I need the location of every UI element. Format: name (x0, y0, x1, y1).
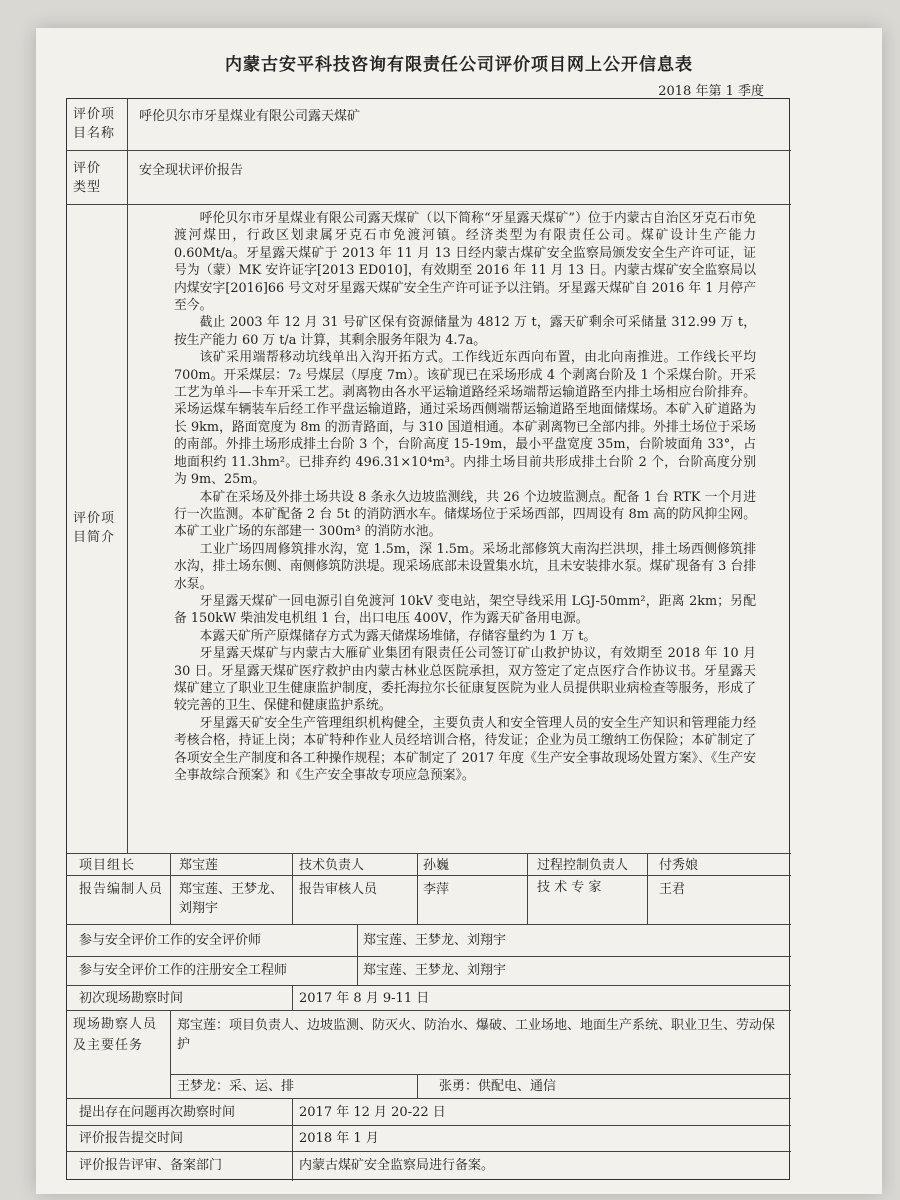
expert-value: 王君 (659, 882, 686, 897)
document-title: 内蒙古安平科技咨询有限责任公司评价项目网上公开信息表 (225, 55, 693, 75)
intro-paragraph: 呼伦贝尔市牙星煤业有限公司露天煤矿（以下简称“牙星露天煤矿”）位于内蒙古自治区牙克石市免渡河煤田，行政区划隶属牙克石市免渡河镇。经济类型为有限责任公司。煤矿设计生产能力 0.60Mt/a。牙星露天煤矿于 2013 年 11 月 13 日经内蒙古煤矿安全监察局颁发安全生产许可证，证号为（蒙）MK 安许证字[2013 ED010]，有效期至 2016 年 11 月 13 日。内蒙古煤矿安全监察局以内煤安字[2016]66 号文对牙星露天煤矿安全生产许可证予以注销。牙星露天煤矿自 2016 年 1 月停产至今。 (174, 211, 756, 314)
process-control-value: 付秀娘 (659, 858, 699, 873)
safety-evaluator-value: 郑宝莲、王梦龙、刘翔宇 (363, 933, 507, 948)
quarter-label: 2018 年第 1 季度 (658, 84, 764, 99)
report-writer-label: 报告编制人员 (79, 882, 164, 897)
intro-paragraph: 本矿在采场及外排土场共设 8 条永久边坡监测线，共 26 个边坡监测点。配备 1 台 RTK 一个月进行一次监测。本矿配备 2 台 5t 的消防洒水车。储煤场位于采场西部，四周设有 8m 高的防风抑尘网。本矿工业广场的东部建一 300m³ 的消防水池。 (174, 489, 756, 540)
document-page (36, 28, 882, 1194)
resurvey-value: 2017 年 12 月 20-22 日 (299, 1105, 446, 1120)
process-control-label: 过程控制负责人 (537, 858, 629, 873)
submit-time-label: 评价报告提交时间 (79, 1131, 184, 1146)
tech-lead-label: 技术负责人 (299, 858, 365, 873)
report-reviewer-value: 李萍 (423, 882, 450, 897)
project-name-label: 评价项目名称 (73, 107, 116, 141)
first-survey-label: 初次现场勘察时间 (79, 991, 184, 1006)
safety-engineer-value: 郑宝莲、王梦龙、刘翔宇 (363, 963, 507, 978)
survey-staff-label: 现场勘察人员及主要任务 (73, 1017, 158, 1053)
project-name-value: 呼伦贝尔市牙星煤业有限公司露天煤矿 (139, 109, 361, 124)
filing-department-value: 内蒙古煤矿安全监察局进行备案。 (299, 1158, 495, 1173)
report-reviewer-label: 报告审核人员 (299, 882, 378, 897)
resurvey-label: 提出存在问题再次勘察时间 (79, 1105, 236, 1120)
safety-evaluator-label: 参与安全评价工作的安全评价师 (79, 933, 262, 948)
report-writer-value: 郑宝莲、王梦龙、刘翔宇 (179, 882, 284, 916)
submit-time-value: 2018 年 1 月 (299, 1131, 379, 1146)
leader-value: 郑宝莲 (179, 858, 219, 873)
tech-lead-value: 孙巍 (423, 858, 450, 873)
intro-paragraph: 工业广场四周修筑排水沟，宽 1.5m，深 1.5m。采场北部修筑大南沟拦洪坝，排土场西侧修筑排水沟，排土场东侧、南侧修筑防洪堤。现采场底部未设置集水坑，且未安装排水泵。煤矿现备有 3 台排水泵。 (174, 541, 756, 592)
intro-paragraph: 截止 2003 年 12 月 31 号矿区保有资源储量为 4812 万 t，露天矿剩余可采储量 312.99 万 t，按生产能力 60 万 t/a 计算，其剩余服务年限为 4.7a。 (174, 315, 756, 348)
expert-label: 技 术 专 家 (537, 880, 602, 895)
filing-department-label: 评价报告评审、备案部门 (79, 1158, 223, 1173)
survey-task-zhang: 张勇：供配电、通信 (439, 1079, 557, 1094)
intro-paragraph: 牙星露天煤矿一回电源引自免渡河 10kV 变电站，架空导线采用 LGJ-50mm²，距离 2km；另配备 150kW 柴油发电机组 1 台，出口电压 400V，作为露天矿备用电源。 (174, 593, 756, 627)
project-intro-text (174, 210, 756, 784)
intro-paragraph: 本露天矿所产原煤储存方式为露天储煤场堆储，存储容量约为 1 万 t。 (199, 628, 597, 644)
survey-task-wang: 王梦龙：采、运、排 (177, 1079, 295, 1094)
intro-paragraph: 牙星露天煤矿与内蒙古大雁矿业集团有限责任公司签订矿山救护协议，有效期至 2018 年 10 月 30 日。牙星露天煤矿医疗救护由内蒙古林业总医院承担，双方签定了定点医疗合作协议书。牙星露天煤矿建立了职业卫生健康监护制度，委托海拉尔长征康复医院为业人员提供职业病检查等服务，形成了较完善的卫生、保健和健康监护系统。 (174, 646, 756, 714)
first-survey-value: 2017 年 8 月 9-11 日 (299, 991, 430, 1006)
evaluation-type-value: 安全现状评价报告 (139, 163, 244, 178)
survey-task-zheng: 郑宝莲：项目负责人、边坡监测、防灭火、防治水、爆破、工业场地、地面生产系统、职业卫生、劳动保护 (177, 1018, 776, 1052)
safety-engineer-label: 参与安全评价工作的注册安全工程师 (79, 963, 288, 978)
project-intro-label: 评价项目简介 (73, 511, 116, 545)
intro-paragraph: 该矿采用端帮移动坑线单出入沟开拓方式。工作线近东西向布置，由北向南推进。工作线长平均 700m。开采煤层：7₂ 号煤层（厚度 7m）。该矿现已在采场形成 4 个剥离台阶及 1 个采煤台阶。开采工艺为单斗—卡车开采工艺。剥离物由各水平运输道路经采场端帮运输道路至内排土场相应台阶排弃。采场运煤车辆装车后经工作平盘运输道路，通过采场西侧端帮运输道路至地面储煤场。本矿入矿道路为长 9km，路面宽度为 8m 的沥青路面，与 310 国道相通。本矿剥离物已全部内排。外排土场位于采场的南部。外排土场形成排土台阶 3 个，台阶高度 15-19m，最小平盘宽度 35m，台阶坡面角 33°，占地面积约 11.3hm²。已排弃约 496.31×10⁴m³。内排土场目前共形成排土台阶 2 个，台阶高度分别为 9m、25m。 (174, 350, 756, 488)
leader-label: 项目组长 (79, 858, 136, 873)
intro-paragraph: 牙星露天矿安全生产管理组织机构健全，主要负责人和安全管理人员的安全生产知识和管理能力经考核合格，持证上岗；本矿特种作业人员经培训合格，待发证；企业为员工缴纳工伤保险；本矿制定了各项安全生产制度和各工种操作规程；本矿制定了 2017 年度《生产安全事故现场处置方案》、《生产安全事故综合预案》和《生产安全事故专项应急预案》。 (174, 715, 756, 783)
evaluation-type-label: 评价类型 (73, 161, 102, 195)
